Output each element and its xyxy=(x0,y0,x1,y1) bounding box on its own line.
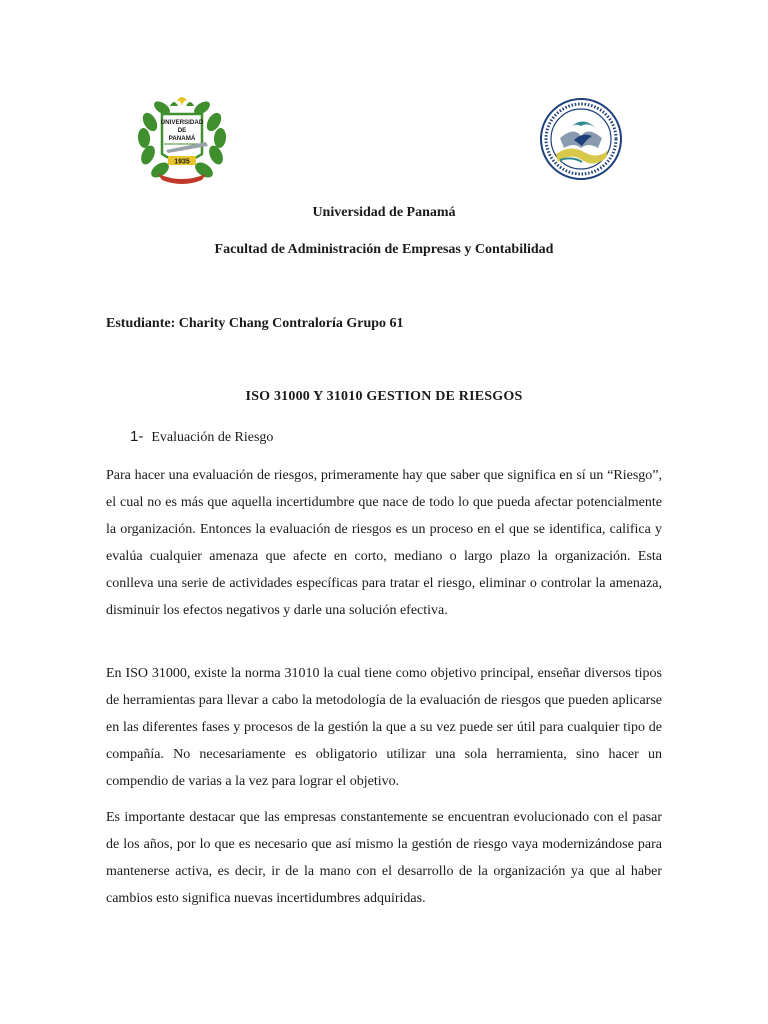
seal-line-3: PANAMÁ xyxy=(168,135,196,142)
paragraph-2: En ISO 31000, existe la norma 31010 la cual tiene como objetivo principal, enseñar diversos tipos de herramientas para llevar a cabo la metodología de la evaluación de riesgos que pueden aplicarse en las diferentes fases y procesos de la gestión la que a su vez puede ser útil para cualquier tipo de compañía. No necesariamente es obligatorio utilizar una sola herramienta, sino hacer un compendio de varias a la vez para lograr el objetivo. xyxy=(106,666,662,789)
university-name: Universidad de Panamá xyxy=(312,205,456,220)
seal-year: 1935 xyxy=(174,158,190,166)
seal-line-1: UNIVERSIDAD xyxy=(160,119,204,126)
university-seal-icon xyxy=(136,92,228,186)
section-label: Evaluación de Riesgo xyxy=(151,430,274,445)
section-heading xyxy=(130,428,273,446)
paragraph-3: Es importante destacar que las empresas constantemente se encuentran evolucionado con el pasar de los años, por lo que es necesario que así mismo la gestión de riesgo vaya modernizándose para mantenerse activa, es decir, ir de la mano con el desarrollo de la organización ya que al haber cambios esto significa nuevas incertidumbres adquiridas. xyxy=(106,810,662,906)
faculty-name: Facultad de Administración de Empresas y Contabilidad xyxy=(214,242,554,257)
document-title: ISO 31000 Y 31010 GESTION DE RIESGOS xyxy=(245,389,523,404)
section-number: 1- xyxy=(130,428,144,445)
seal-line-2: DE xyxy=(177,127,187,134)
student-line: Estudiante: Charity Chang Contraloría Grupo 61 xyxy=(106,316,404,331)
paragraph-1: Para hacer una evaluación de riesgos, primeramente hay que saber que significa en sí un “Riesgo”, el cual no es más que aquella incertidumbre que nace de todo lo que pueda afectar potencialmente la organización. Entonces la evaluación de riesgos es un proceso en el que se identifica, califica y evalúa cualquier amenaza que afecte en corto, mediano o largo plazo la organización. Esta conlleva una serie de actividades específicas para tratar el riesgo, eliminar o controlar la amenaza, disminuir los efectos negativos y darle una solución efectiva. xyxy=(106,468,662,618)
faculty-seal-icon xyxy=(538,96,624,182)
